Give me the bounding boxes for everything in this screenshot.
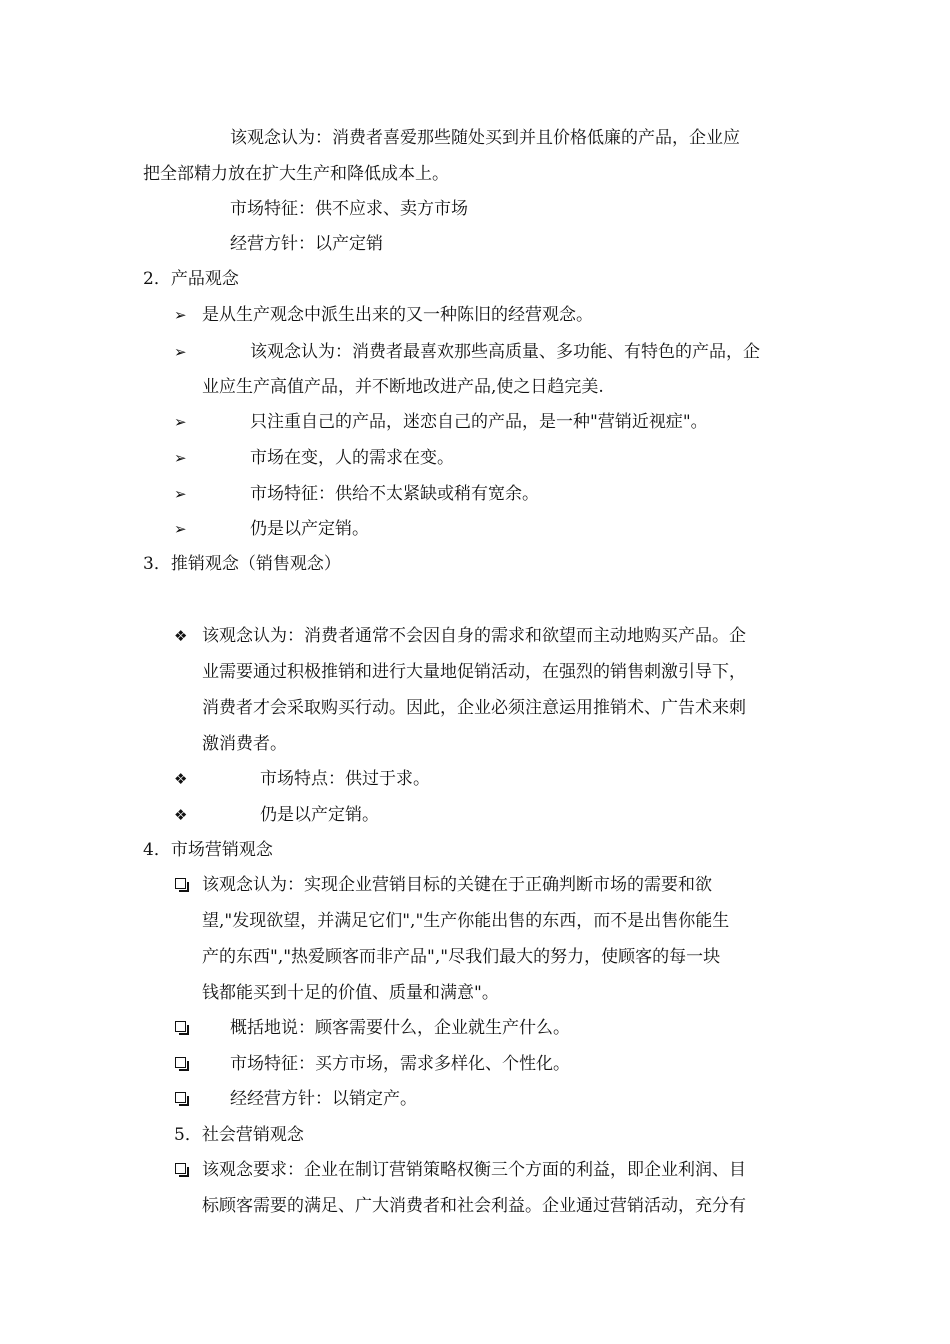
arrow-bullet-icon: ➢ [174, 520, 187, 538]
bullet-text: 该观念认为：实现企业营销目标的关键在于正确判断市场的需要和欲 [202, 875, 712, 895]
bullet-text: 该观念认为：消费者最喜欢那些高质量、多功能、有特色的产品，企 [250, 342, 760, 362]
arrow-bullet-icon: ➢ [174, 485, 187, 503]
bullet-text: 标顾客需要的满足、广大消费者和社会利益。企业通过营销活动，充分有 [202, 1196, 746, 1216]
diamond-bullet-icon: ❖ [174, 806, 188, 824]
bullet-text: 市场特征：供给不太紧缺或稍有宽余。 [250, 484, 539, 504]
bullet-text: 市场在变，人的需求在变。 [250, 448, 454, 468]
bullet-text: 业需要通过积极推销和进行大量地促销活动，在强烈的销售刺激引导下， [202, 662, 746, 682]
arrow-bullet-icon: ➢ [174, 343, 187, 361]
arrow-bullet-icon: ➢ [174, 413, 187, 431]
bullet-text: 市场特点：供过于求。 [260, 769, 430, 789]
bullet-text: 消费者才会采取购买行动。因此，企业必须注意运用推销术、广告术来刺 [202, 698, 746, 718]
section-heading: 4．市场营销观念 [143, 840, 273, 860]
bullet-text: 经经营方针：以销定产。 [230, 1089, 417, 1109]
diamond-bullet-icon: ❖ [174, 627, 188, 645]
paragraph-line: 把全部精力放在扩大生产和降低成本上。 [143, 164, 449, 184]
bullet-text: 业应生产高值产品，并不断地改进产品,使之日趋完美. [202, 377, 604, 397]
bullet-text: 激消费者。 [202, 734, 287, 754]
market-feature-line: 市场特征：供不应求、卖方市场 [230, 199, 468, 219]
checkbox-bullet-icon [175, 1163, 186, 1174]
arrow-bullet-icon: ➢ [174, 306, 187, 324]
section-heading: 5．社会营销观念 [174, 1125, 304, 1145]
bullet-text: 仍是以产定销。 [250, 519, 369, 539]
bullet-text: 钱都能买到十足的价值、质量和满意"。 [202, 983, 499, 1003]
bullet-text: 该观念认为：消费者通常不会因自身的需求和欲望而主动地购买产品。企 [202, 626, 746, 646]
diamond-bullet-icon: ❖ [174, 770, 188, 788]
section-heading: 2．产品观念 [143, 269, 239, 289]
bullet-text: 只注重自己的产品，迷恋自己的产品，是一种"营销近视症"。 [250, 412, 708, 432]
arrow-bullet-icon: ➢ [174, 449, 187, 467]
business-policy-line: 经营方针：以产定销 [230, 234, 383, 254]
bullet-text: 该观念要求：企业在制订营销策略权衡三个方面的利益，即企业利润、目 [202, 1160, 746, 1180]
bullet-text: 产的东西","热爱顾客而非产品","尽我们最大的努力，使顾客的每一块 [202, 947, 721, 967]
bullet-text: 概括地说：顾客需要什么，企业就生产什么。 [230, 1018, 570, 1038]
paragraph-line: 该观念认为：消费者喜爱那些随处买到并且价格低廉的产品，企业应 [230, 128, 740, 148]
section-heading: 3．推销观念（销售观念） [143, 554, 341, 574]
checkbox-bullet-icon [175, 1057, 186, 1068]
checkbox-bullet-icon [175, 1021, 186, 1032]
bullet-text: 望,"发现欲望，并满足它们","生产你能出售的东西，而不是出售你能生 [202, 911, 730, 931]
bullet-text: 市场特征：买方市场，需求多样化、个性化。 [230, 1054, 570, 1074]
checkbox-bullet-icon [175, 878, 186, 889]
bullet-text: 仍是以产定销。 [260, 805, 379, 825]
checkbox-bullet-icon [175, 1092, 186, 1103]
bullet-text: 是从生产观念中派生出来的又一种陈旧的经营观念。 [202, 305, 593, 325]
